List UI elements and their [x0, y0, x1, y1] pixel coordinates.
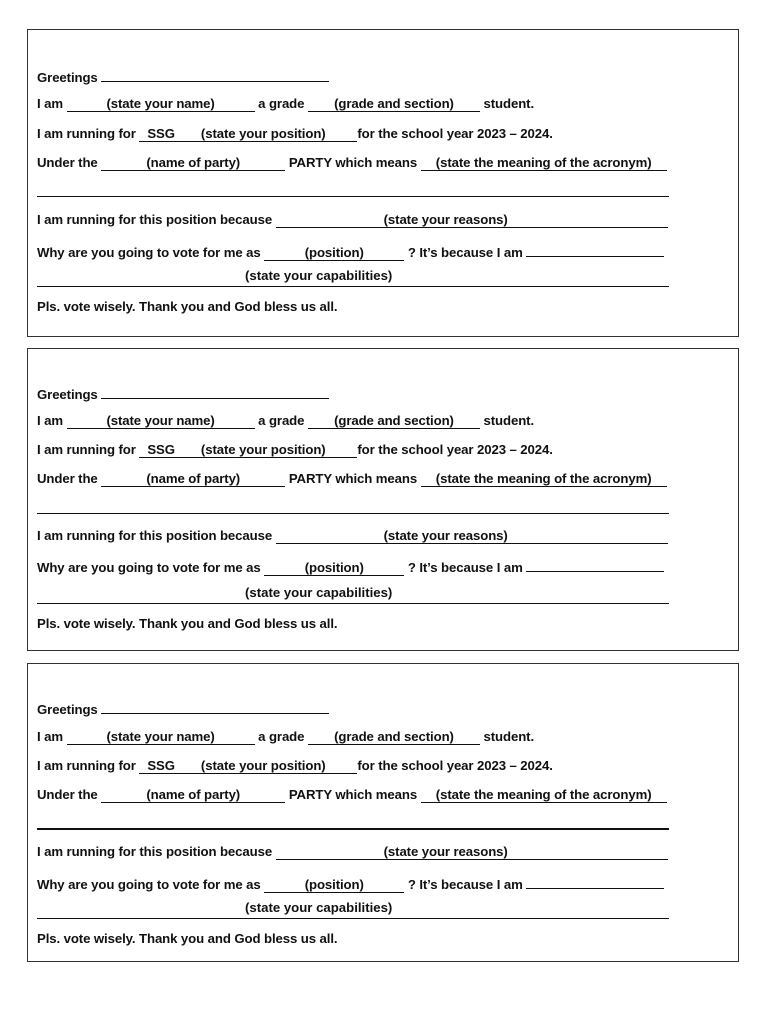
why-vote-line [37, 555, 664, 575]
because-label: ? It’s because I am [407, 877, 523, 892]
name-blank[interactable] [67, 728, 255, 745]
position-blank[interactable] [139, 125, 357, 142]
school-year-text: for the school year 2023 – 2024. [357, 442, 553, 457]
ssg-text: SSG [147, 758, 175, 773]
greetings-line [37, 697, 329, 717]
why-vote-label: Why are you going to vote for me as [37, 560, 261, 575]
reason-line [37, 842, 668, 862]
position-short-hint: (position) [304, 245, 364, 260]
position-blank[interactable] [139, 441, 357, 458]
acronym-continuation-line[interactable] [37, 828, 669, 830]
closing-line [37, 297, 337, 317]
party-line [37, 153, 667, 173]
position-short-blank[interactable] [264, 244, 404, 261]
under-the-label: Under the [37, 155, 98, 170]
name-grade-line [37, 94, 534, 114]
greetings-line [37, 65, 329, 85]
capabilities-start-blank[interactable] [526, 555, 664, 572]
reason-label: I am running for this position because [37, 212, 273, 227]
greetings-blank[interactable] [101, 382, 329, 399]
reason-label: I am running for this position because [37, 528, 273, 543]
closing-line [37, 614, 337, 634]
reason-line [37, 526, 668, 546]
party-blank[interactable] [101, 786, 285, 803]
party-hint: (name of party) [146, 787, 241, 802]
campaign-form-card-3 [27, 663, 739, 962]
party-hint: (name of party) [146, 471, 241, 486]
acronym-continuation-line[interactable] [37, 513, 669, 514]
name-hint: (state your name) [106, 413, 215, 428]
party-means-label: PARTY which means [288, 155, 418, 170]
school-year-text: for the school year 2023 – 2024. [357, 126, 553, 141]
greetings-label: Greetings [37, 387, 98, 402]
because-label: ? It’s because I am [407, 560, 523, 575]
student-label: student. [483, 729, 535, 744]
name-grade-line [37, 727, 534, 747]
closing-line [37, 929, 337, 949]
capabilities-hint: (state your capabilities) [245, 900, 393, 915]
under-the-label: Under the [37, 471, 98, 486]
grade-hint: (grade and section) [334, 96, 454, 111]
grade-blank[interactable] [308, 412, 480, 429]
running-for-label: I am running for [37, 442, 136, 457]
under-the-label: Under the [37, 787, 98, 802]
a-grade-label: a grade [258, 729, 305, 744]
party-line [37, 469, 667, 489]
party-hint: (name of party) [146, 155, 241, 170]
position-short-hint: (position) [304, 877, 364, 892]
grade-blank[interactable] [308, 728, 480, 745]
acronym-hint: (state the meaning of the acronym) [435, 471, 652, 486]
name-hint: (state your name) [106, 729, 215, 744]
closing-text: Pls. vote wisely. Thank you and God bless us all. [37, 931, 338, 946]
greetings-blank[interactable] [101, 697, 329, 714]
name-blank[interactable] [67, 412, 255, 429]
ssg-text: SSG [147, 442, 175, 457]
campaign-form-card-2 [27, 348, 739, 651]
acronym-blank[interactable] [421, 154, 667, 171]
student-label: student. [483, 96, 535, 111]
position-hint: (state your position) [200, 126, 326, 141]
why-vote-label: Why are you going to vote for me as [37, 245, 261, 260]
name-blank[interactable] [67, 95, 255, 112]
running-for-line [37, 124, 553, 144]
i-am-label: I am [37, 96, 63, 111]
reason-hint: (state your reasons) [383, 528, 508, 543]
capabilities-start-blank[interactable] [526, 240, 664, 257]
position-short-blank[interactable] [264, 876, 404, 893]
party-blank[interactable] [101, 470, 285, 487]
why-vote-label: Why are you going to vote for me as [37, 877, 261, 892]
grade-blank[interactable] [308, 95, 480, 112]
capabilities-line[interactable] [37, 898, 669, 919]
party-means-label: PARTY which means [288, 787, 418, 802]
greetings-blank[interactable] [101, 65, 329, 82]
student-label: student. [483, 413, 535, 428]
running-for-label: I am running for [37, 126, 136, 141]
position-hint: (state your position) [200, 758, 326, 773]
closing-text: Pls. vote wisely. Thank you and God bless us all. [37, 299, 338, 314]
capabilities-line[interactable] [37, 583, 669, 604]
running-for-line [37, 440, 553, 460]
reason-blank[interactable] [276, 211, 668, 228]
why-vote-line [37, 240, 664, 260]
acronym-blank[interactable] [421, 786, 667, 803]
acronym-hint: (state the meaning of the acronym) [435, 787, 652, 802]
grade-hint: (grade and section) [334, 729, 454, 744]
school-year-text: for the school year 2023 – 2024. [357, 758, 553, 773]
name-grade-line [37, 411, 534, 431]
grade-hint: (grade and section) [334, 413, 454, 428]
reason-label: I am running for this position because [37, 844, 273, 859]
acronym-hint: (state the meaning of the acronym) [435, 155, 652, 170]
a-grade-label: a grade [258, 413, 305, 428]
party-line [37, 785, 667, 805]
reason-hint: (state your reasons) [383, 844, 508, 859]
reason-hint: (state your reasons) [383, 212, 508, 227]
capabilities-line[interactable] [37, 266, 669, 287]
capabilities-hint: (state your capabilities) [245, 268, 393, 283]
reason-line [37, 210, 668, 230]
i-am-label: I am [37, 729, 63, 744]
position-short-blank[interactable] [264, 559, 404, 576]
campaign-form-card-1 [27, 29, 739, 337]
position-blank[interactable] [139, 757, 357, 774]
running-for-line [37, 756, 553, 776]
closing-text: Pls. vote wisely. Thank you and God bless us all. [37, 616, 338, 631]
capabilities-start-blank[interactable] [526, 872, 664, 889]
greetings-line [37, 382, 329, 402]
position-short-hint: (position) [304, 560, 364, 575]
capabilities-hint: (state your capabilities) [245, 585, 393, 600]
acronym-continuation-line[interactable] [37, 196, 669, 197]
party-means-label: PARTY which means [288, 471, 418, 486]
a-grade-label: a grade [258, 96, 305, 111]
because-label: ? It’s because I am [407, 245, 523, 260]
ssg-text: SSG [147, 126, 175, 141]
why-vote-line [37, 872, 664, 892]
position-hint: (state your position) [200, 442, 326, 457]
i-am-label: I am [37, 413, 63, 428]
reason-blank[interactable] [276, 843, 668, 860]
greetings-label: Greetings [37, 702, 98, 717]
party-blank[interactable] [101, 154, 285, 171]
reason-blank[interactable] [276, 527, 668, 544]
name-hint: (state your name) [106, 96, 215, 111]
greetings-label: Greetings [37, 70, 98, 85]
acronym-blank[interactable] [421, 470, 667, 487]
running-for-label: I am running for [37, 758, 136, 773]
